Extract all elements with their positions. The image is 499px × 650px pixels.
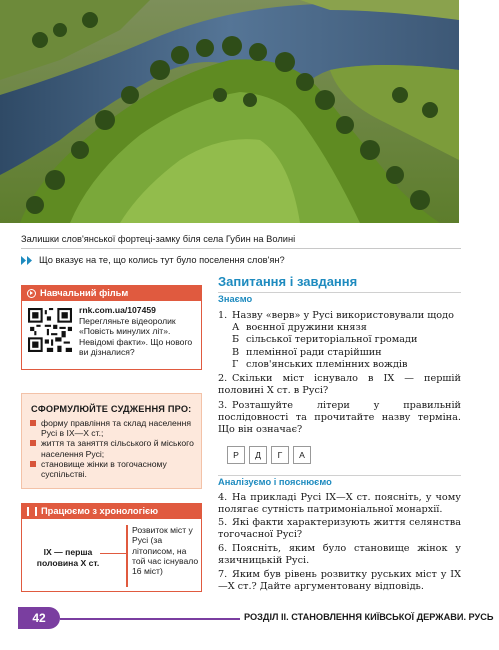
task-text: Які факти характеризують життя селянства тогочасної Русі? xyxy=(218,517,461,541)
task-text: Розташуйте літери у правильній послідовності та прочитайте назву терміна. Що він означає? xyxy=(218,400,461,436)
film-heading: Навчальний фільм xyxy=(40,288,129,298)
task-number: 2. xyxy=(218,373,228,384)
task-5 xyxy=(218,517,461,541)
caption-divider xyxy=(21,248,461,249)
judgments-title: СФОРМУЛЮЙТЕ СУДЖЕННЯ ПРО: xyxy=(31,404,192,414)
task-text: Поясніть, яким було становище жінок у язичницькій Русі. xyxy=(218,543,461,567)
task-2 xyxy=(218,373,461,397)
task-number: 3. xyxy=(218,400,228,411)
option-letter: Б xyxy=(232,334,240,346)
learning-film-box xyxy=(21,285,202,370)
letter-cells xyxy=(227,446,315,464)
section-title: Запитання і завдання xyxy=(218,274,358,289)
task-number: 7. xyxy=(218,569,228,580)
task-text: На прикладі Русі IX—X ст. поясніть, у чому полягає сутність патримоніальної монархії. xyxy=(218,492,461,516)
double-arrow-icon xyxy=(21,256,33,265)
page-number: 42 xyxy=(18,607,60,629)
list-item-text: життя та заняття сільського й міського населення Русі; xyxy=(41,438,194,459)
answer-option xyxy=(218,334,461,346)
film-header xyxy=(22,286,201,301)
answer-option xyxy=(218,359,461,371)
task-text: Назву «верв» у Русі використовували щодо xyxy=(232,310,454,321)
task-number: 4. xyxy=(218,492,228,503)
caption-question xyxy=(21,254,461,266)
letter-cell[interactable]: Г xyxy=(271,446,289,464)
divider xyxy=(218,475,461,476)
subsection-analyze: Аналізуємо і пояснюємо xyxy=(218,477,332,487)
caption-question-text: Що вказує на те, що колись тут було поселення слов'ян? xyxy=(39,255,285,265)
fortress-aerial-photo xyxy=(0,0,459,223)
list-item xyxy=(30,418,201,438)
bullet-icon xyxy=(30,461,36,467)
footer-rule xyxy=(60,618,240,620)
qr-code-icon[interactable] xyxy=(28,308,72,352)
task-1 xyxy=(218,310,461,371)
option-text: сільської територіальної громади xyxy=(246,334,418,346)
option-text: слов'янських племінних вождів xyxy=(246,358,408,370)
footer-section-title: РОЗДІЛ II. СТАНОВЛЕННЯ КИЇВСЬКОЇ ДЕРЖАВИ. РУСЬ xyxy=(244,612,494,622)
task-text: Яким був рівень розвитку руських міст у IX—X ст.? Дайте аргументовану відповідь. xyxy=(218,569,461,593)
bullet-icon xyxy=(30,440,36,446)
chronology-box xyxy=(21,503,202,592)
task-number: 5. xyxy=(218,517,228,528)
option-text: племінної ради старійшин xyxy=(246,346,382,358)
list-item xyxy=(30,459,201,479)
judgments-box xyxy=(21,393,202,489)
list-item xyxy=(30,438,201,458)
chronology-heading: Працюємо з хронологією xyxy=(41,506,159,516)
judgments-list xyxy=(22,414,201,479)
option-letter: А xyxy=(232,322,240,334)
task-4 xyxy=(218,492,461,516)
answer-option xyxy=(218,347,461,359)
option-letter: Г xyxy=(232,358,239,370)
chronology-connector xyxy=(100,553,128,554)
play-icon xyxy=(27,289,36,298)
task-6 xyxy=(218,543,461,567)
timeline-icon xyxy=(27,507,37,516)
task-3 xyxy=(218,400,461,437)
task-7 xyxy=(218,569,461,593)
task-number: 1. xyxy=(218,310,228,321)
option-letter: В xyxy=(232,346,240,358)
list-item-text: становище жінки в тогочасному суспільстві. xyxy=(41,458,167,480)
answer-option xyxy=(218,322,461,334)
chronology-fact: Розвиток міст у Русі (за літописом, на той час існувало 16 міст) xyxy=(126,525,200,587)
letter-cell[interactable]: Д xyxy=(249,446,267,464)
list-item-text: форму правління та склад населення Русі в IX—X ст.; xyxy=(41,418,191,439)
film-url[interactable]: rnk.com.ua/107459 xyxy=(79,305,156,315)
letter-cell[interactable]: А xyxy=(293,446,311,464)
divider xyxy=(218,292,461,293)
task-number: 6. xyxy=(218,543,228,554)
photo-caption: Залишки слов'янської фортеці-замку біля села Губин на Волині xyxy=(21,234,296,244)
task-text: Скільки міст існувало в IX — першій половині X ст. в Русі? xyxy=(218,373,461,397)
film-text: Перегляньте відеоролик «Повість минулих літ». Невідомі факти». Що нового ви дізналися? xyxy=(79,315,193,357)
film-description xyxy=(79,305,199,358)
chronology-header xyxy=(22,504,201,519)
chronology-period: IX — перша половина X ст. xyxy=(36,547,100,568)
bullet-icon xyxy=(30,420,36,426)
option-text: воєнної дружини князя xyxy=(246,322,367,334)
letter-cell[interactable]: Р xyxy=(227,446,245,464)
subsection-know: Знаємо xyxy=(218,294,253,304)
